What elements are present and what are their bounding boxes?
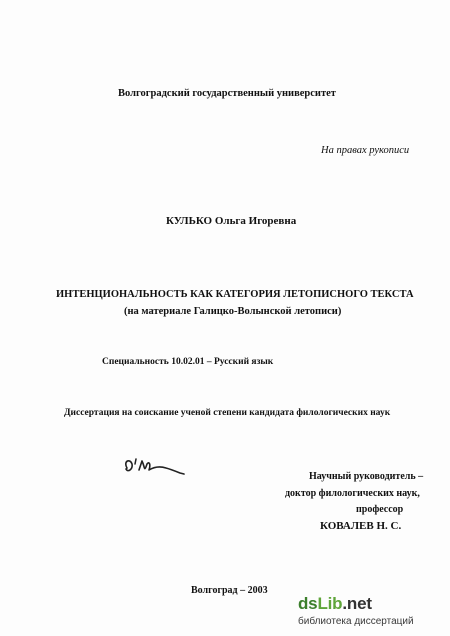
city-year: Волгоград – 2003 [191,585,268,596]
logo-part-lib: Lib [317,594,343,613]
logo-part-net: .net [342,594,372,613]
university-name: Волгоградский государственный университет [118,88,336,99]
dissertation-title: ИНТЕНЦИОНАЛЬНОСТЬ КАК КАТЕГОРИЯ ЛЕТОПИСНОГО ТЕКСТА [56,289,414,300]
logo-part-ds: ds [298,594,318,613]
manuscript-note: На правах рукописи [321,145,410,156]
advisor-name: КОВАЛЕВ Н. С. [320,520,402,532]
dslib-watermark [298,592,446,632]
author-name: КУЛЬКО Ольга Игоревна [166,215,297,227]
advisor-degree: доктор филологических наук, [285,488,420,499]
specialty-line: Специальность 10.02.01 – Русский язык [102,357,274,367]
dslib-logo [298,594,372,614]
degree-line: Диссертация на соискание ученой степени кандидата филологических наук [64,408,391,418]
handwritten-signature [120,455,190,483]
dissertation-subtitle: (на материале Галицко-Волынской летописи) [124,306,342,317]
advisor-title: профессор [356,504,404,515]
advisor-role: Научный руководитель – [309,471,424,482]
watermark-tagline: библиотека диссертаций [298,616,414,627]
